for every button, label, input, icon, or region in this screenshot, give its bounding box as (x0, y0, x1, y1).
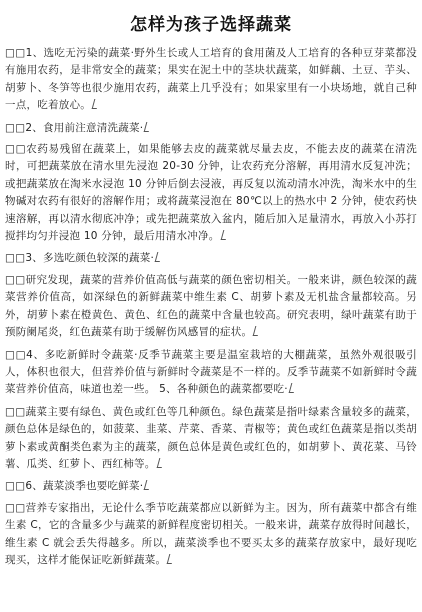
paragraph-tip-5-body (5, 404, 417, 474)
paragraph-mark-icon (289, 383, 297, 393)
paragraph-text: □□1、选吃无污染的蔬菜·野外生长或人工培育的食用菌及人工培育的各种豆芽菜都没有施用农药，是非常安全的蔬菜；果实在泥土中的茎块状蔬菜，如鲜藕、土豆、芋头、胡萝卜、冬笋等也很少施用农药，蔬菜上几乎没有；如果家里有一小块场地，就自己种一点，吃着放心。 (5, 47, 417, 112)
paragraph-tip-6-heading (5, 478, 417, 495)
paragraph-mark-icon (155, 252, 163, 262)
paragraph-mark-icon (144, 122, 152, 132)
paragraph-text: □□2、食用前注意清洗蔬菜· (5, 121, 144, 134)
paragraph-mark-icon (253, 326, 261, 336)
paragraph-mark-icon (156, 458, 164, 468)
paragraph-tip-2-body (5, 141, 417, 245)
paragraph-tip-4 (5, 347, 417, 399)
paragraph-tip-2-heading (5, 120, 417, 137)
paragraph-tip-1 (5, 45, 417, 115)
paragraph-mark-icon (144, 480, 152, 490)
paragraph-text: □□6、蔬菜淡季也要吃鲜菜· (5, 480, 144, 493)
paragraph-mark-icon (92, 99, 100, 109)
paragraph-text: □□研究发现，蔬菜的营养价值高低与蔬菜的颜色密切相关。一般来讲，颜色较深的蔬菜营养价值高，如深绿色的新鲜蔬菜中维生素 C、胡萝卜素及无机盐含量都较高。另外，胡萝卜素在橙黄色、黄色、红色的蔬菜中含量也较高。研究表明，绿叶蔬菜有助于预防阑尾炎，红色蔬菜有助于缓解伤风感冒的症状。 (5, 273, 417, 339)
paragraph-text: □□蔬菜主要有绿色、黄色或红色等几种颜色。绿色蔬菜是指叶绿素含量较多的蔬菜，颜色总体是绿色的，如菠菜、韭菜、芹菜、香菜、青椒等；黄色或红色蔬菜是指以类胡萝卜素或黄酮类色素为主的蔬菜，颜色总体是黄色或红色的，如胡萝卜、黄花菜、马铃薯、瓜类、红萝卜、西红柿等。 (5, 405, 417, 470)
paragraph-mark-icon (167, 554, 175, 564)
paragraph-text: □□营养专家指出，无论什么季节吃蔬菜都应以新鲜为主。因为，所有蔬菜中都含有维生素 C，它的含量多少与蔬菜的新鲜程度密切相关。一般来讲，蔬菜存放得时间越长，维生素 C 就会丢失得越多。所以，蔬菜淡季也不要买太多的蔬菜存放家中，最好现吃现买，这样才能保证吃新鲜蔬菜。 (5, 501, 417, 566)
paragraph-text: □□4、多吃新鲜时令蔬菜·反季节蔬菜主要是温室栽培的大棚蔬菜，虽然外观很吸引人，体积也很大，但营养价值与新鲜时令蔬菜是不一样的。反季节蔬菜不如新鲜时令蔬菜营养价值高，味道也差一些。 5、各种颜色的蔬菜都要吃· (5, 348, 417, 396)
paragraph-mark-icon (220, 230, 228, 240)
paragraph-text: □□农药易残留在蔬菜上，如果能够去皮的蔬菜就尽量去皮，不能去皮的蔬菜在清洗时，可把蔬菜放在清水里先浸泡 20-30 分钟，让农药充分溶解，再用清水反复冲洗；或把蔬菜放在淘米水浸泡 10 分钟后倒去浸液，再反复以流动清水冲洗，淘米水中的生物碱对农药有很好的溶解作用；或将蔬菜浸泡在 80℃以上的热水中 2 分钟，使农药快速溶解，再以清水彻底冲净；或先把蔬菜放入盆内，随后加入足量清水，再放入小苏打搅拌均匀并浸泡 10 分钟，最后用清水冲净。 (5, 143, 417, 243)
paragraph-tip-3-body (5, 272, 417, 342)
paragraph-text: □□3、多选吃颜色较深的蔬菜· (5, 252, 155, 265)
document-title: 怎样为孩子选择蔬菜 (130, 15, 292, 35)
paragraph-tip-6-body (5, 500, 417, 570)
paragraph-tip-3-heading (5, 250, 417, 267)
